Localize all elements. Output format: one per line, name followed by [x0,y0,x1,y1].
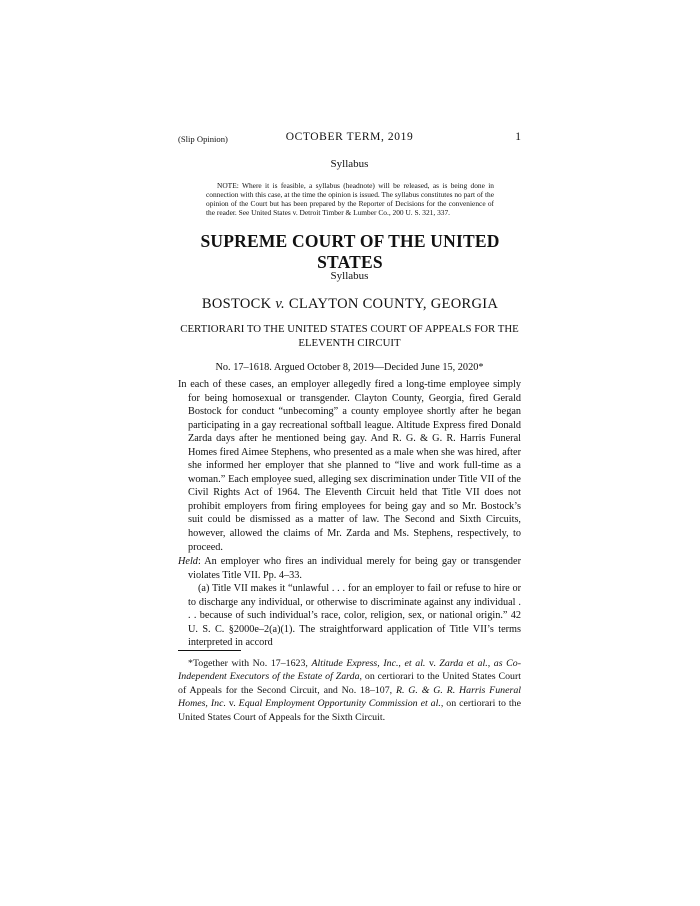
court-title: SUPREME COURT OF THE UNITED STATES [200,231,500,272]
facts-paragraph [178,378,521,554]
held-label: Held [178,556,198,567]
syllabus-heading: Syllabus [330,270,369,282]
footnote-text-5: , on certiorari to the United States Court of Appeals for the Sixth Circuit. [178,698,521,723]
certiorari-line: CERTIORARI TO THE UNITED STATES COURT OF APPEALS FOR THE ELEVENTH CIRCUIT [180,323,519,349]
case-name [170,296,530,313]
docket-line: No. 17–1618. Argued October 8, 2019—Decided June 15, 2020* [215,362,484,373]
syllabus-note [206,181,494,217]
footnote [178,657,521,724]
held-sentence [178,555,521,582]
footnote-text-4: v. [225,698,239,710]
petitioner-name: BOSTOCK [201,296,272,312]
term-label: OCTOBER TERM, 2019 [285,131,414,143]
versus-label: v. [275,296,285,312]
footnote-case-3: R. G. & G. R. Harris Funeral Homes, Inc. [178,684,521,710]
footnote-divider [178,650,241,651]
facts-text: In each of these cases, an employer allegedly fired a long-time employee simply for being homosexual or transgender. Clayton County, Georgia, fired Gerald Bostock for conduct “unbecoming” a county employee shortly after he began participating in a gay recreational softball league. Altitude Express fired Donald Zarda days after he mentioned being gay. And R. G. & G. R. Harris Funeral Homes fired Aimee Stephens, who presented as a male when she was hired, after she informed her employer that she planned to “live and work full-time as a woman.” Each employee sued, alleging sex discrimination under Title VII of the Civil Rights Act of 1964. The Eleventh Circuit held that Title VII does not prohibit employers from firing employees for being gay and so Mr. Bostock’s suit could be dismissed as a matter of law. The Second and Sixth Circuits, however, allowed the claims of Mr. Zarda and Ms. Stephens, respectively, to proceed. [178,379,521,553]
footnote-case-4: Equal Employment Opportunity Commission et al. [238,698,441,710]
footnote-text-3: , on certiorari to the United States Court of Appeals for the Second Circuit, and No. 18–107, [178,671,521,696]
running-header [178,131,521,147]
held-subparagraph-a: (a) Title VII makes it “unlawful . . . for an employer to fail or refuse to hire or to discharge any individual, or otherwise to discriminate against any individual . . . because of such individual’s race, color, religion, sex, or national origin.” 42 U. S. C. §2000e–2(a)(1). The straightforward application of Title VII’s terms interpreted in accord [188,583,521,649]
slip-opinion-label: (Slip Opinion) [178,134,228,144]
held-paragraph [178,555,521,650]
held-text: : An employer who fires an individual merely for being gay or transgender violates Title VII. Pp. 4–33. [188,556,521,581]
footnote-text-1: *Together with No. 17–1623, [188,658,312,669]
page-number: 1 [515,131,521,143]
syllabus-note-text: NOTE: Where it is feasible, a syllabus (headnote) will be released, as is being done in connection with this case, at the time the opinion is issued. The syllabus constitutes no part of the opinion of the Court but has been prepared by the Reporter of Decisions for the convenience of the reader. See United States v. Detroit Timber & Lumber Co., 200 U. S. 321, 337. [206,181,494,217]
syllabus-heading-top: Syllabus [330,158,369,170]
footnote-text-2: v. [425,658,440,669]
footnote-case-1: Altitude Express, Inc., et al. [311,658,426,669]
respondent-name: CLAYTON COUNTY, GEORGIA [288,296,499,312]
footnote-case-2: Zarda et al., as Co-Independent Executors of the Estate of Zarda [178,658,521,683]
